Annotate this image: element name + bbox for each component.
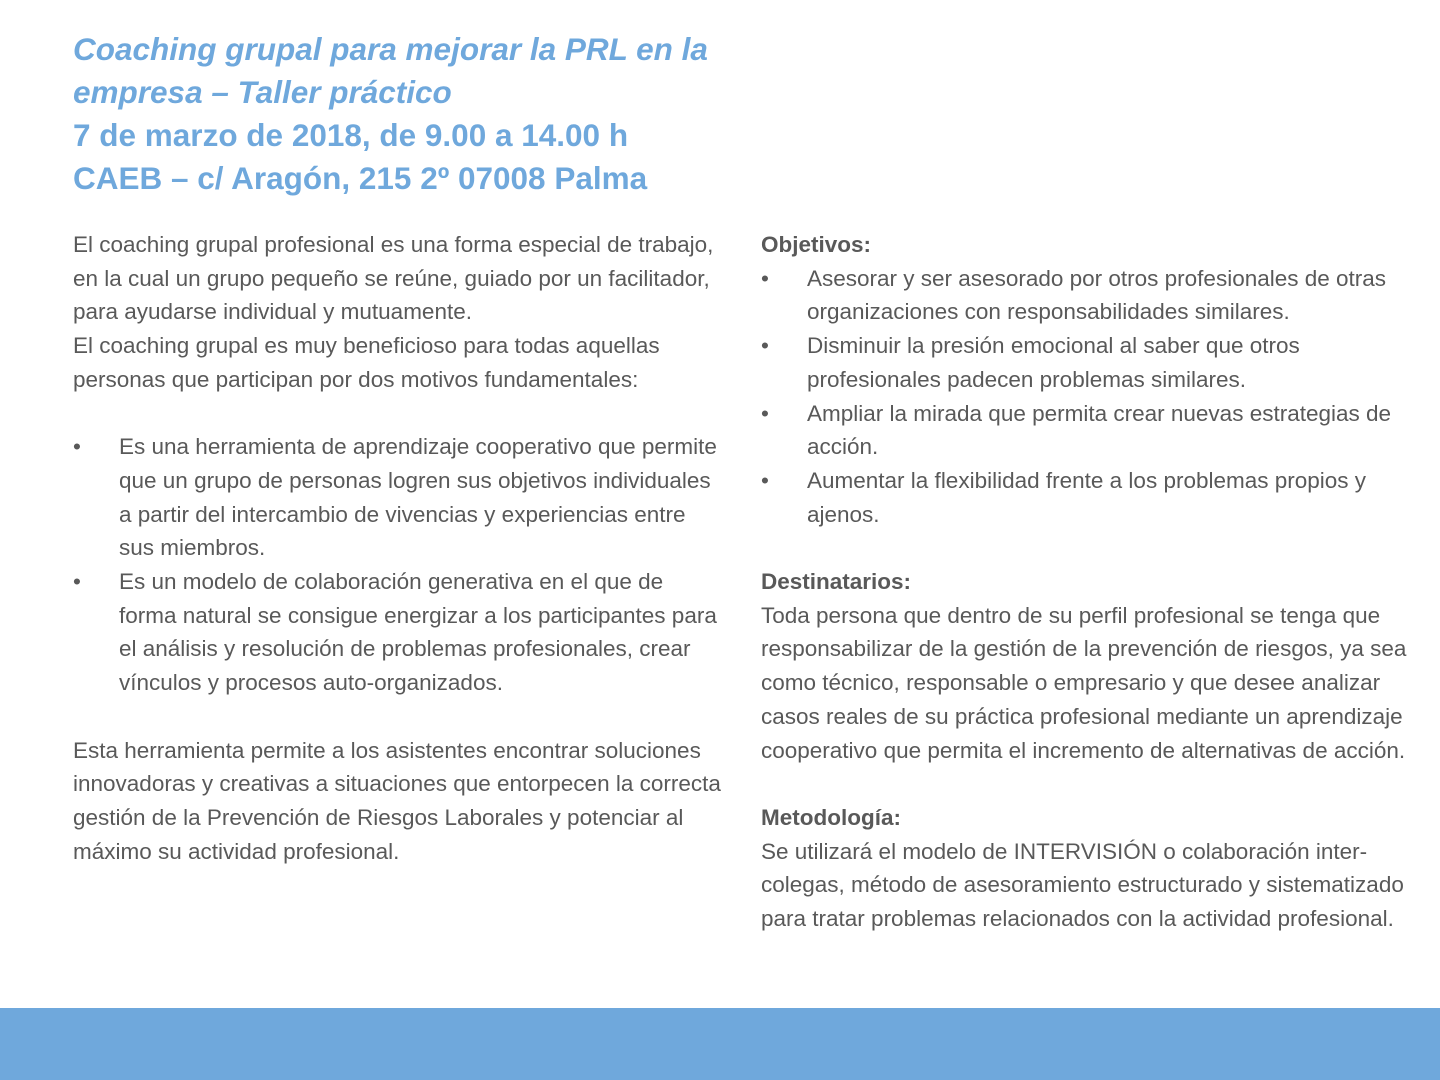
bullet-icon: • (761, 400, 769, 426)
bullet-icon: • (761, 467, 769, 493)
spacer (73, 397, 723, 431)
list-item-text: Asesorar y ser asesorado por otros profesionales de otras organizaciones con responsabilidades similares. (807, 265, 1387, 325)
closing-paragraph: Esta herramienta permite a los asistentes encontrar soluciones innovadoras y creativas a situaciones que entorpecen la correcta gestión de la Prevención de Riesgos Laborales y potenciar al máximo su actividad profesional. (73, 737, 721, 864)
list-item-text: Aumentar la flexibilidad frente a los problemas propios y ajenos. (807, 467, 1367, 527)
list-item-text: Disminuir la presión emocional al saber que otros profesionales padecen problemas similares. (807, 333, 1300, 392)
list-item (761, 329, 1426, 396)
spacer (761, 531, 1426, 565)
page-title (73, 28, 833, 200)
title-line-1: Coaching grupal para mejorar la PRL en la (73, 31, 708, 67)
metodologia-text: Se utilizará el modelo de INTERVISIÓN o colaboración inter-colegas, método de asesoramiento estructurado y sistematizado para tratar problemas relacionados con la actividad profesional. (761, 838, 1404, 932)
intro-paragraph-2: El coaching grupal es muy beneficioso para todas aquellas personas que participan por dos motivos fundamentales: (73, 333, 660, 392)
intro-paragraph-1: El coaching grupal profesional es una forma especial de trabajo, en la cual un grupo pequeño se reúne, guiado por un facilitador, para ayudarse individual y mutuamente. (73, 232, 714, 325)
list-item-text: Es un modelo de colaboración generativa en el que de forma natural se consigue energizar a los participantes para el análisis y resolución de problemas profesionales, crear vínculos y procesos auto-organizados. (119, 569, 717, 696)
event-date: 7 de marzo de 2018, de 9.00 a 14.00 h (73, 117, 629, 153)
destinatarios-heading: Destinatarios: (761, 569, 912, 595)
bullet-icon: • (73, 569, 81, 595)
objetivos-list (761, 262, 1426, 532)
right-column (761, 228, 1426, 936)
spacer (761, 767, 1426, 801)
list-item-text: Es una herramienta de aprendizaje cooperativo que permite que un grupo de personas logren sus objetivos individuales a partir del intercambio de vivencias y experiencias entre sus miembros. (119, 434, 717, 561)
left-column (73, 228, 723, 868)
list-item (761, 262, 1426, 329)
title-line-2: empresa – Taller práctico (73, 74, 452, 110)
bullet-icon: • (761, 265, 769, 291)
list-item (761, 464, 1426, 531)
list-item (73, 430, 723, 565)
benefits-list (73, 430, 723, 700)
spacer (73, 700, 723, 734)
metodologia-heading: Metodología: (761, 804, 901, 830)
objetivos-heading: Objetivos: (761, 232, 872, 257)
destinatarios-text: Toda persona que dentro de su perfil profesional se tenga que responsabilizar de la gestión de la prevención de riesgos, ya sea como técnico, responsable o empresario y que desee analizar casos reales de su práctica profesional mediante un aprendizaje cooperativo que permita el incremento de alternativas de acción. (761, 602, 1407, 763)
list-item (73, 565, 723, 700)
event-location: CAEB – c/ Aragón, 215 2º 07008 Palma (73, 160, 648, 196)
list-item (761, 397, 1426, 464)
footer-bar (0, 1008, 1440, 1080)
bullet-icon: • (761, 333, 769, 359)
bullet-icon: • (73, 434, 81, 460)
list-item-text: Ampliar la mirada que permita crear nuevas estrategias de acción. (807, 400, 1392, 460)
